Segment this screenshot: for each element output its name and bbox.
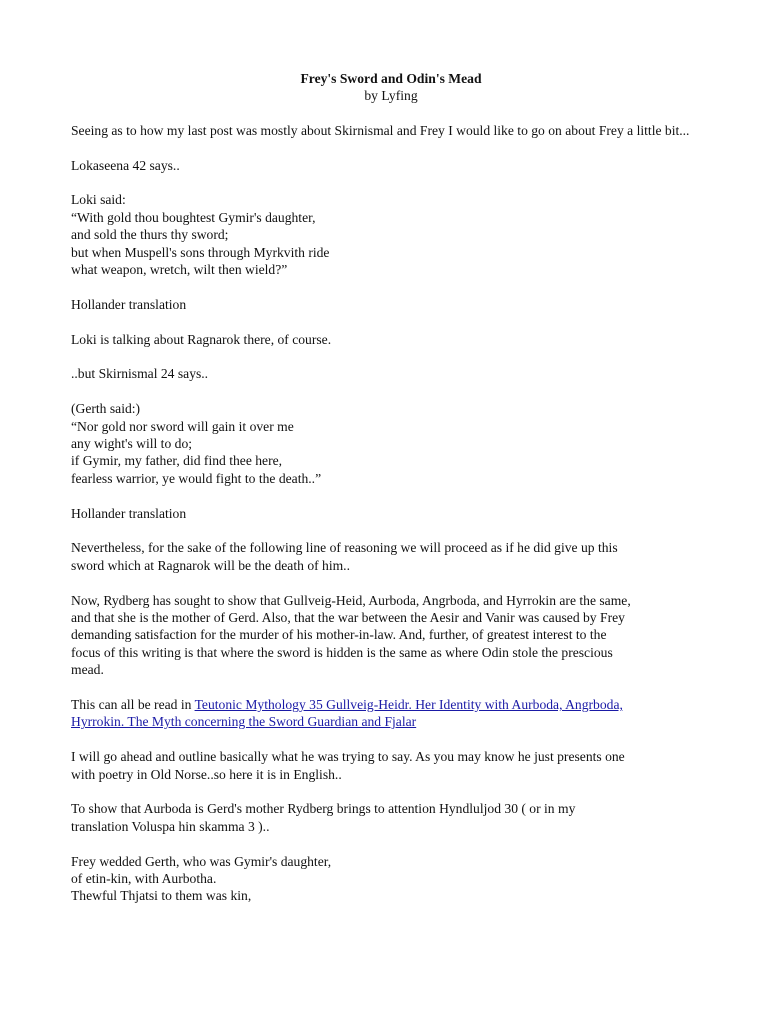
- document-page: [71, 70, 711, 922]
- intro-paragraph: Seeing as to how my last post was mostly about Skirnismal and Frey I would like to go on about Frey a little bit...: [71, 122, 690, 138]
- text-line: translation Voluspa hin skamma 3 )..: [71, 818, 270, 834]
- read-reference-paragraph: [71, 696, 711, 731]
- text-line: and that she is the mother of Gerd. Also, that the war between the Aesir and Vanir was caused by Frey: [71, 610, 625, 626]
- verse-line: if Gymir, my father, did find thee here,: [71, 453, 283, 469]
- text-line: focus of this writing is that where the sword is hidden is the same as where Odin stole the prescious: [71, 644, 613, 660]
- text-line: mead.: [71, 662, 104, 678]
- verse-line: “Nor gold nor sword will gain it over me: [71, 418, 294, 434]
- text-line: [71, 713, 711, 730]
- verse-line: “With gold thou boughtest Gymir's daughter,: [71, 209, 316, 225]
- rydberg-paragraph: [71, 592, 711, 679]
- verse-line: but when Muspell's sons through Myrkvith ride: [71, 244, 330, 260]
- text-line: [71, 696, 711, 713]
- text-line: To show that Aurboda is Gerd's mother Rydberg brings to attention Hyndluljod 30 ( or in my: [71, 801, 576, 817]
- read-prefix: This can all be read in: [71, 697, 195, 713]
- text-line: Now, Rydberg has sought to show that Gullveig-Heid, Aurboda, Angrboda, and Hyrrokin are the same,: [71, 592, 631, 608]
- translation-note: Hollander translation: [71, 505, 187, 521]
- teutonic-mythology-link[interactable]: Teutonic Mythology 35 Gullveig-Heidr. Her Identity with Aurboda, Angrboda,: [194, 697, 623, 713]
- verse-line: what weapon, wretch, wilt then wield?”: [71, 262, 288, 278]
- text-line: with poetry in Old Norse..so here it is in English..: [71, 766, 342, 782]
- gerth-speaker: (Gerth said:): [71, 401, 141, 417]
- final-verse-block: [71, 853, 711, 905]
- text-line: demanding satisfaction for the murder of his mother-in-law. And, further, of greatest interest to the: [71, 627, 607, 643]
- outline-paragraph: [71, 748, 711, 783]
- teutonic-mythology-link-continued[interactable]: Hyrrokin. The Myth concerning the Sword Guardian and Fjalar: [71, 714, 417, 730]
- gerth-verse-block: [71, 400, 711, 487]
- translation-note: Hollander translation: [71, 296, 187, 312]
- text-line: sword which at Ragnarok will be the death of him..: [71, 557, 350, 573]
- document-byline: by Lyfing: [364, 88, 418, 104]
- verse-line: Frey wedded Gerth, who was Gymir's daughter,: [71, 853, 332, 869]
- nevertheless-paragraph: [71, 539, 711, 574]
- verse-line: of etin-kin, with Aurbotha.: [71, 871, 217, 887]
- verse-line: fearless warrior, ye would fight to the death..”: [71, 470, 322, 486]
- aurboda-paragraph: [71, 800, 711, 835]
- text-line: I will go ahead and outline basically what he was trying to say. As you may know he just presents one: [71, 749, 625, 765]
- verse-line: and sold the thurs thy sword;: [71, 227, 229, 243]
- document-title: Frey's Sword and Odin's Mead: [300, 71, 482, 86]
- loki-verse-block: [71, 191, 711, 278]
- loki-speaker: Loki said:: [71, 192, 126, 208]
- verse-line: any wight's will to do;: [71, 436, 193, 452]
- lokaseena-reference: Lokaseena 42 says..: [71, 157, 180, 173]
- verse-line: Thewful Thjatsi to them was kin,: [71, 888, 252, 904]
- text-line: Nevertheless, for the sake of the following line of reasoning we will proceed as if he did give up this: [71, 540, 618, 556]
- ragnarok-note: Loki is talking about Ragnarok there, of course.: [71, 331, 332, 347]
- skirnismal-reference: ..but Skirnismal 24 says..: [71, 366, 209, 382]
